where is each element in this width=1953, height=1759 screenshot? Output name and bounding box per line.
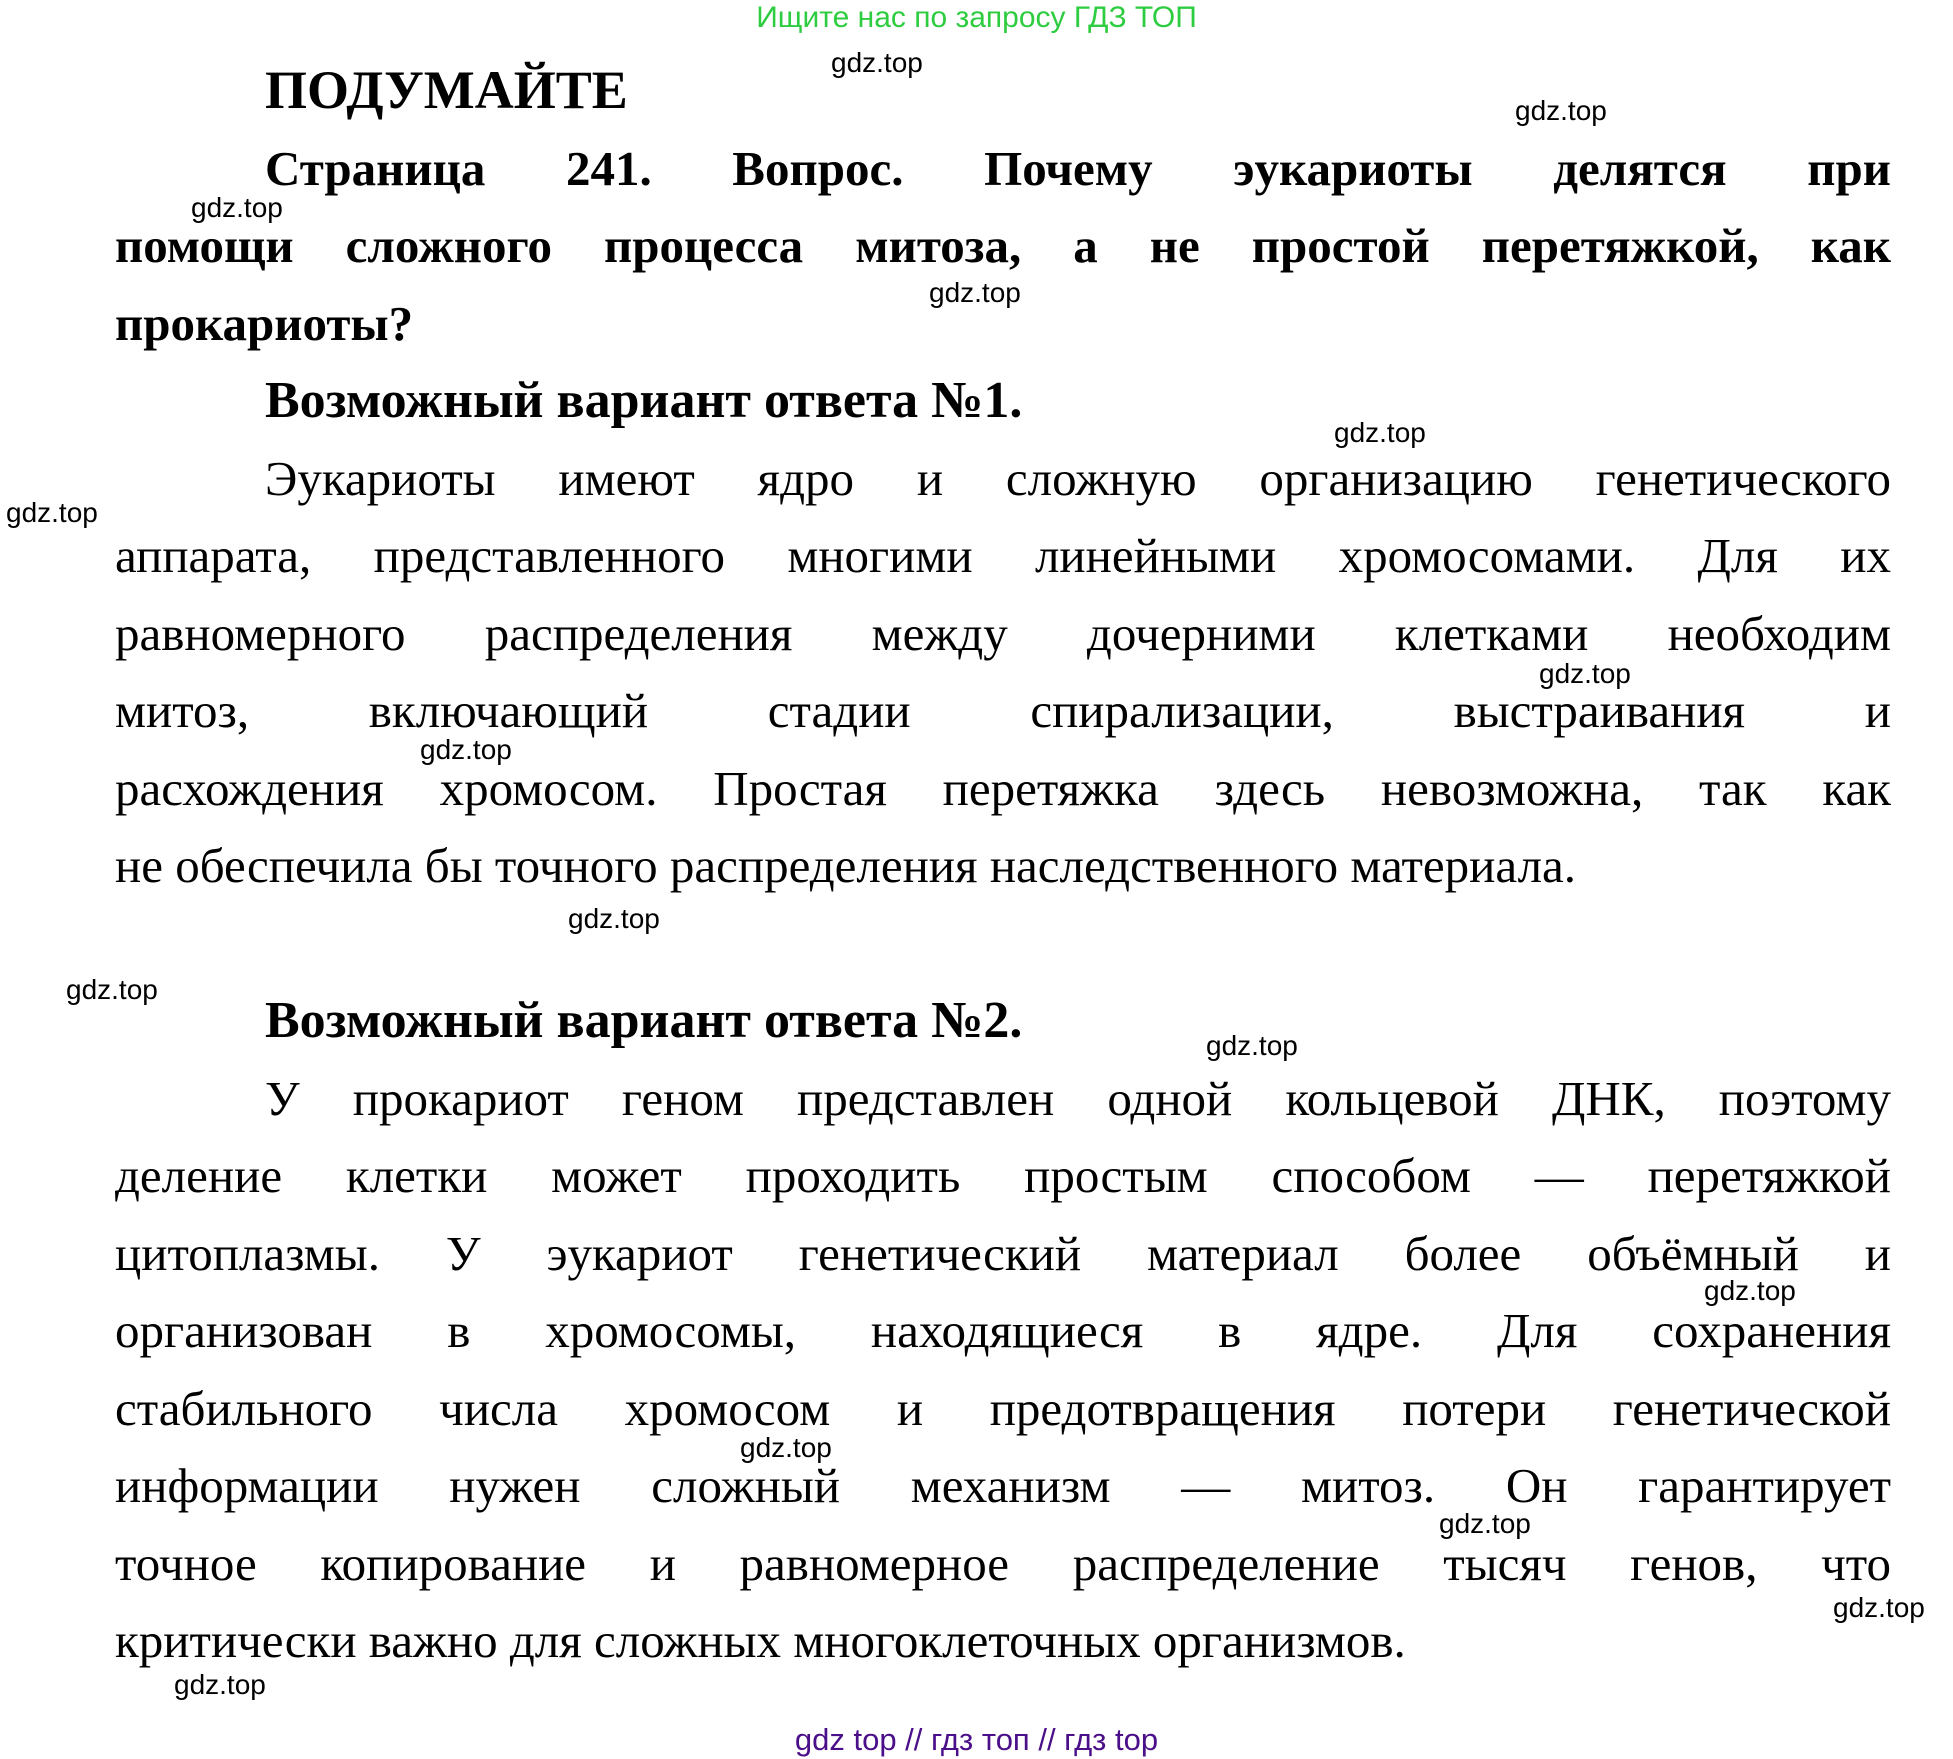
answer2-line: организован в хромосомы, находящиеся в ядре. Для сохранения — [115, 1303, 1891, 1358]
answer2-heading: Возможный вариант ответа №2. — [265, 992, 1023, 1049]
watermark: gdz.top — [1833, 1592, 1925, 1623]
watermark: gdz.top — [1439, 1508, 1531, 1539]
answer1-line: равномерного распределения между дочерними клетками необходим — [115, 606, 1891, 661]
watermark: gdz.top — [568, 903, 660, 934]
section-title: ПОДУМАЙТЕ — [265, 60, 628, 120]
answer1-line: митоз, включающий стадии спирализации, выстраивания и — [115, 683, 1891, 738]
answer2-line: деление клетки может проходить простым способом — перетяжкой — [115, 1148, 1891, 1203]
answer2-line: цитоплазмы. У эукариот генетический материал более объёмный и — [115, 1226, 1891, 1281]
watermark: gdz.top — [929, 277, 1021, 308]
watermark: gdz.top — [1704, 1275, 1796, 1306]
watermark: gdz.top — [420, 734, 512, 765]
answer2-line: критически важно для сложных многоклеточных организмов. — [115, 1613, 1406, 1668]
question-line: Страница 241. Вопрос. Почему эукариоты делятся при — [265, 141, 1891, 196]
watermark: gdz.top — [740, 1432, 832, 1463]
question-line: прокариоты? — [115, 296, 414, 351]
footer-watermark: gdz top // гдз топ // гдз top — [794, 1722, 1159, 1757]
answer1-line: не обеспечила бы точного распределения наследственного материала. — [115, 838, 1577, 893]
watermark: gdz.top — [1206, 1030, 1298, 1061]
answer2-line: информации нужен сложный механизм — митоз. Он гарантирует — [115, 1458, 1891, 1513]
answer2-line: точное копирование и равномерное распределение тысяч генов, что — [115, 1536, 1891, 1591]
watermark: gdz.top — [191, 192, 283, 223]
answer1-line: расхождения хромосом. Простая перетяжка здесь невозможна, так как — [115, 761, 1891, 816]
question-line: помощи сложного процесса митоза, а не простой перетяжкой, как — [115, 218, 1891, 273]
watermark: gdz.top — [174, 1669, 266, 1700]
watermark: gdz.top — [6, 497, 98, 528]
answer2-line: У прокариот геном представлен одной кольцевой ДНК, поэтому — [265, 1071, 1891, 1126]
watermark: gdz.top — [66, 974, 158, 1005]
watermark: gdz.top — [1334, 417, 1426, 448]
watermark: gdz.top — [1515, 95, 1607, 126]
answer1-line: Эукариоты имеют ядро и сложную организацию генетического — [265, 451, 1891, 506]
search-banner: Ищите нас по запросу ГДЗ ТОП — [756, 1, 1197, 34]
answer1-heading: Возможный вариант ответа №1. — [265, 372, 1023, 429]
watermark: gdz.top — [831, 47, 923, 78]
watermark: gdz.top — [1539, 658, 1631, 689]
answer2-line: стабильного числа хромосом и предотвращения потери генетической — [115, 1381, 1891, 1436]
answer1-line: аппарата, представленного многими линейными хромосомами. Для их — [115, 528, 1891, 583]
